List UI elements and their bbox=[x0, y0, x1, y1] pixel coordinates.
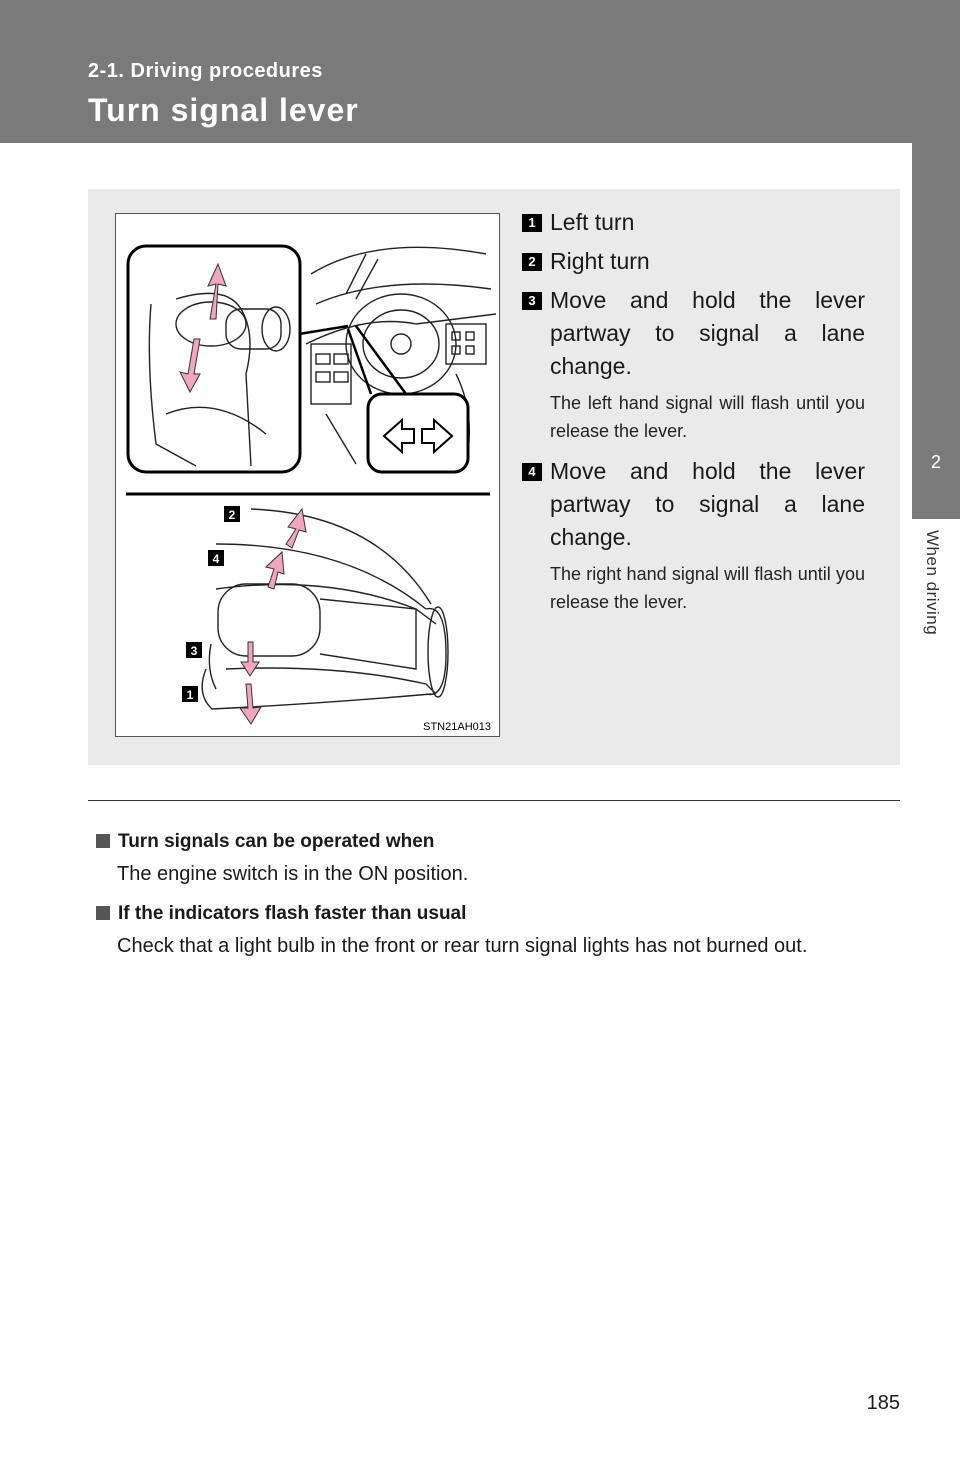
callout-label-1: 1 bbox=[186, 688, 194, 702]
note-heading bbox=[96, 826, 890, 858]
note-heading-text: If the indicators flash faster than usual bbox=[118, 903, 467, 924]
page-header bbox=[0, 0, 960, 143]
note-body: Check that a light bulb in the front or rear turn signal lights has not burned out. bbox=[117, 935, 808, 957]
chapter-name: When driving bbox=[923, 530, 942, 636]
turn-signal-illustration bbox=[115, 213, 500, 737]
legend-text: Left turn bbox=[550, 209, 635, 235]
lever-diagram-svg bbox=[116, 214, 499, 736]
legend-item-left-turn bbox=[520, 206, 865, 239]
note-heading-text: Turn signals can be operated when bbox=[118, 831, 435, 852]
legend-badge: 2 bbox=[522, 253, 542, 271]
callout-label-2: 2 bbox=[228, 508, 236, 522]
section-label: 2-1. Driving procedures bbox=[88, 60, 323, 82]
legend-list bbox=[520, 206, 865, 626]
legend-item-lane-left bbox=[520, 284, 865, 383]
legend-text: Move and hold the lever partway to signal a lane change. bbox=[550, 287, 865, 379]
square-bullet-icon bbox=[96, 834, 110, 848]
legend-note: The right hand signal will flash until you release the lever. bbox=[550, 564, 865, 612]
note-heading bbox=[96, 898, 890, 930]
chapter-number: 2 bbox=[930, 452, 941, 472]
lane-left-arrow-icon bbox=[241, 642, 259, 676]
notes-section bbox=[96, 826, 890, 970]
note-body: The engine switch is in the ON position. bbox=[117, 863, 469, 885]
figure-code: STN21AH013 bbox=[423, 721, 491, 733]
left-turn-down-arrow-icon bbox=[240, 684, 261, 724]
page-title: Turn signal lever bbox=[88, 92, 359, 128]
page-number: 185 bbox=[866, 1392, 900, 1414]
legend-note: The left hand signal will flash until you release the lever. bbox=[550, 393, 865, 441]
legend-badge: 3 bbox=[522, 292, 542, 310]
legend-text: Right turn bbox=[550, 248, 650, 274]
legend-badge: 1 bbox=[522, 214, 542, 232]
legend-item-right-turn bbox=[520, 245, 865, 278]
legend-text: Move and hold the lever partway to signal a lane change. bbox=[550, 458, 865, 550]
lever-sketch bbox=[202, 509, 448, 709]
legend-badge: 4 bbox=[522, 463, 542, 481]
signal-icon-frame bbox=[368, 394, 468, 472]
callout-label-3: 3 bbox=[190, 644, 198, 658]
square-bullet-icon bbox=[96, 906, 110, 920]
callout-label-4: 4 bbox=[212, 552, 220, 566]
section-divider bbox=[88, 800, 900, 801]
legend-item-lane-right bbox=[520, 455, 865, 554]
callout-lines bbox=[299, 326, 406, 394]
right-turn-arrow-icon bbox=[286, 509, 306, 548]
